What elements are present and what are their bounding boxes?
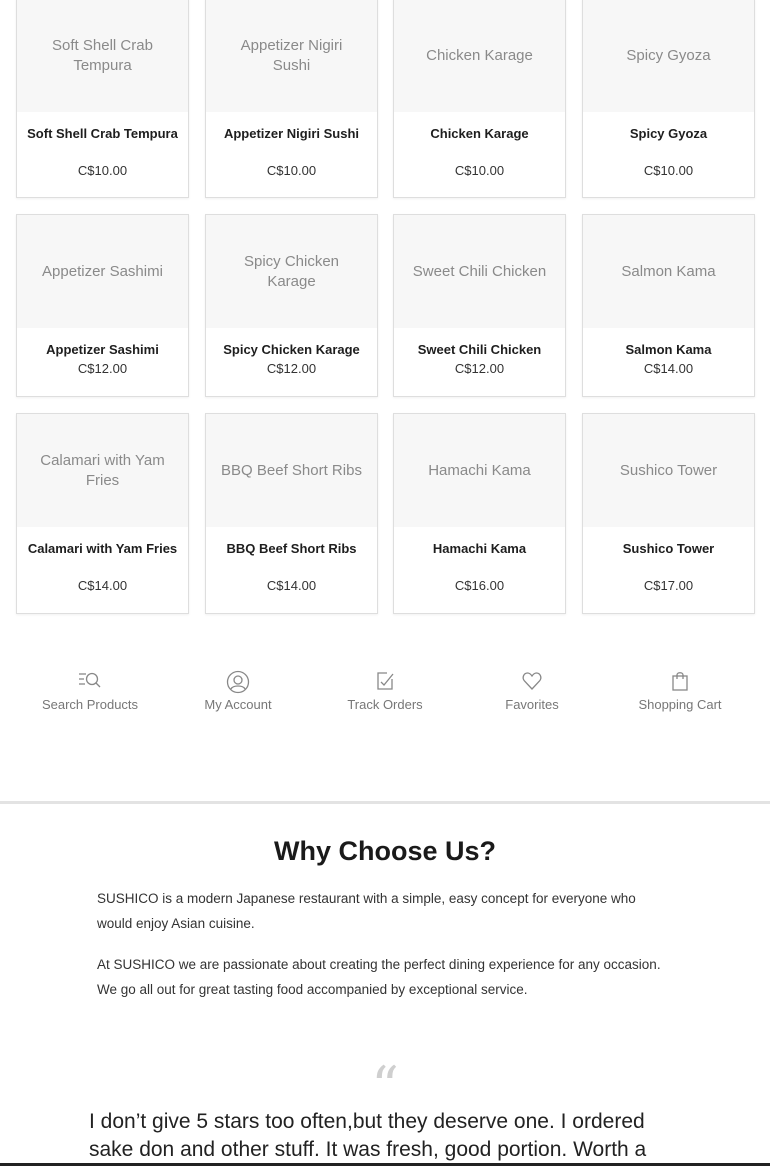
product-name: Calamari with Yam Fries bbox=[27, 541, 178, 556]
nav-favorites[interactable] bbox=[462, 668, 602, 712]
product-card[interactable] bbox=[205, 413, 378, 614]
nav-label: My Account bbox=[204, 697, 272, 712]
product-name: Salmon Kama bbox=[625, 342, 712, 357]
why-paragraph-1: SUSHICO is a modern Japanese restaurant with a simple, easy concept for everyone who would enjoy Asian cuisine. bbox=[97, 891, 636, 931]
search-products-icon bbox=[77, 670, 103, 692]
nav-label: Track Orders bbox=[347, 697, 423, 712]
product-name: BBQ Beef Short Ribs bbox=[226, 541, 357, 556]
product-price: C$14.00 bbox=[266, 578, 317, 593]
product-card[interactable] bbox=[205, 0, 378, 198]
product-price: C$14.00 bbox=[77, 578, 128, 593]
product-image-placeholder: Hamachi Kama bbox=[394, 414, 565, 527]
product-name: Spicy Gyoza bbox=[629, 126, 708, 141]
product-image-placeholder: Calamari with Yam Fries bbox=[17, 414, 188, 527]
product-card[interactable] bbox=[393, 214, 566, 397]
product-price: C$10.00 bbox=[77, 163, 128, 178]
track-orders-icon bbox=[374, 670, 396, 692]
product-image-placeholder: Appetizer Nigiri Sushi bbox=[206, 0, 377, 112]
product-image-placeholder: Spicy Chicken Karage bbox=[206, 215, 377, 328]
account-icon bbox=[226, 670, 250, 694]
product-card[interactable] bbox=[16, 413, 189, 614]
nav-my-account[interactable] bbox=[168, 668, 308, 712]
product-image-placeholder: Sushico Tower bbox=[583, 414, 754, 527]
product-image-placeholder: Sweet Chili Chicken bbox=[394, 215, 565, 328]
testimonial-text: I don’t give 5 stars too often,but they deserve one. I ordered sake don and other stuff. It was fresh, good portion. Worth a bbox=[89, 1110, 647, 1161]
product-price: C$12.00 bbox=[454, 361, 505, 376]
product-price: C$10.00 bbox=[643, 163, 694, 178]
product-name: Spicy Chicken Karage bbox=[223, 342, 360, 357]
product-card[interactable] bbox=[582, 0, 755, 198]
product-image-placeholder: BBQ Beef Short Ribs bbox=[206, 414, 377, 527]
nav-track-orders[interactable] bbox=[315, 668, 455, 712]
product-name: Sushico Tower bbox=[622, 541, 715, 556]
nav-label: Favorites bbox=[505, 697, 559, 712]
nav-shopping-cart[interactable] bbox=[610, 668, 750, 712]
product-price: C$10.00 bbox=[266, 163, 317, 178]
product-price: C$17.00 bbox=[643, 578, 694, 593]
product-card[interactable] bbox=[582, 413, 755, 614]
product-name: Sweet Chili Chicken bbox=[417, 342, 542, 357]
heart-icon bbox=[521, 670, 543, 692]
product-card[interactable] bbox=[582, 214, 755, 397]
product-card[interactable] bbox=[16, 0, 189, 198]
product-name: Appetizer Nigiri Sushi bbox=[223, 126, 360, 141]
product-price: C$14.00 bbox=[643, 361, 694, 376]
product-card[interactable] bbox=[393, 413, 566, 614]
product-image-placeholder: Chicken Karage bbox=[394, 0, 565, 112]
why-choose-us-heading: Why Choose Us? bbox=[273, 836, 496, 866]
shopping-bag-icon bbox=[669, 670, 691, 692]
product-price: C$12.00 bbox=[77, 361, 128, 376]
product-name: Chicken Karage bbox=[430, 126, 529, 141]
product-card[interactable] bbox=[16, 214, 189, 397]
product-price: C$16.00 bbox=[454, 578, 505, 593]
product-card[interactable] bbox=[205, 214, 378, 397]
product-price: C$10.00 bbox=[454, 163, 505, 178]
nav-label: Search Products bbox=[41, 697, 139, 712]
product-image-placeholder: Soft Shell Crab Tempura bbox=[17, 0, 188, 112]
product-image-placeholder: Spicy Gyoza bbox=[583, 0, 754, 112]
nav-label: Shopping Cart bbox=[638, 697, 722, 712]
section-divider bbox=[0, 801, 770, 804]
nav-search-products[interactable] bbox=[20, 668, 160, 712]
product-name: Hamachi Kama bbox=[432, 541, 527, 556]
product-name: Soft Shell Crab Tempura bbox=[27, 126, 178, 141]
product-price: C$12.00 bbox=[266, 361, 317, 376]
product-image-placeholder: Salmon Kama bbox=[583, 215, 754, 328]
product-card[interactable] bbox=[393, 0, 566, 198]
product-name: Appetizer Sashimi bbox=[46, 342, 159, 357]
footer-nav bbox=[0, 668, 770, 728]
quote-mark-icon: “ bbox=[371, 1055, 399, 1118]
product-image-placeholder: Appetizer Sashimi bbox=[17, 215, 188, 328]
why-paragraph-2: At SUSHICO we are passionate about creating the perfect dining experience for any occasion. We go all out for great tasting food accompanied by exceptional service. bbox=[97, 957, 661, 997]
